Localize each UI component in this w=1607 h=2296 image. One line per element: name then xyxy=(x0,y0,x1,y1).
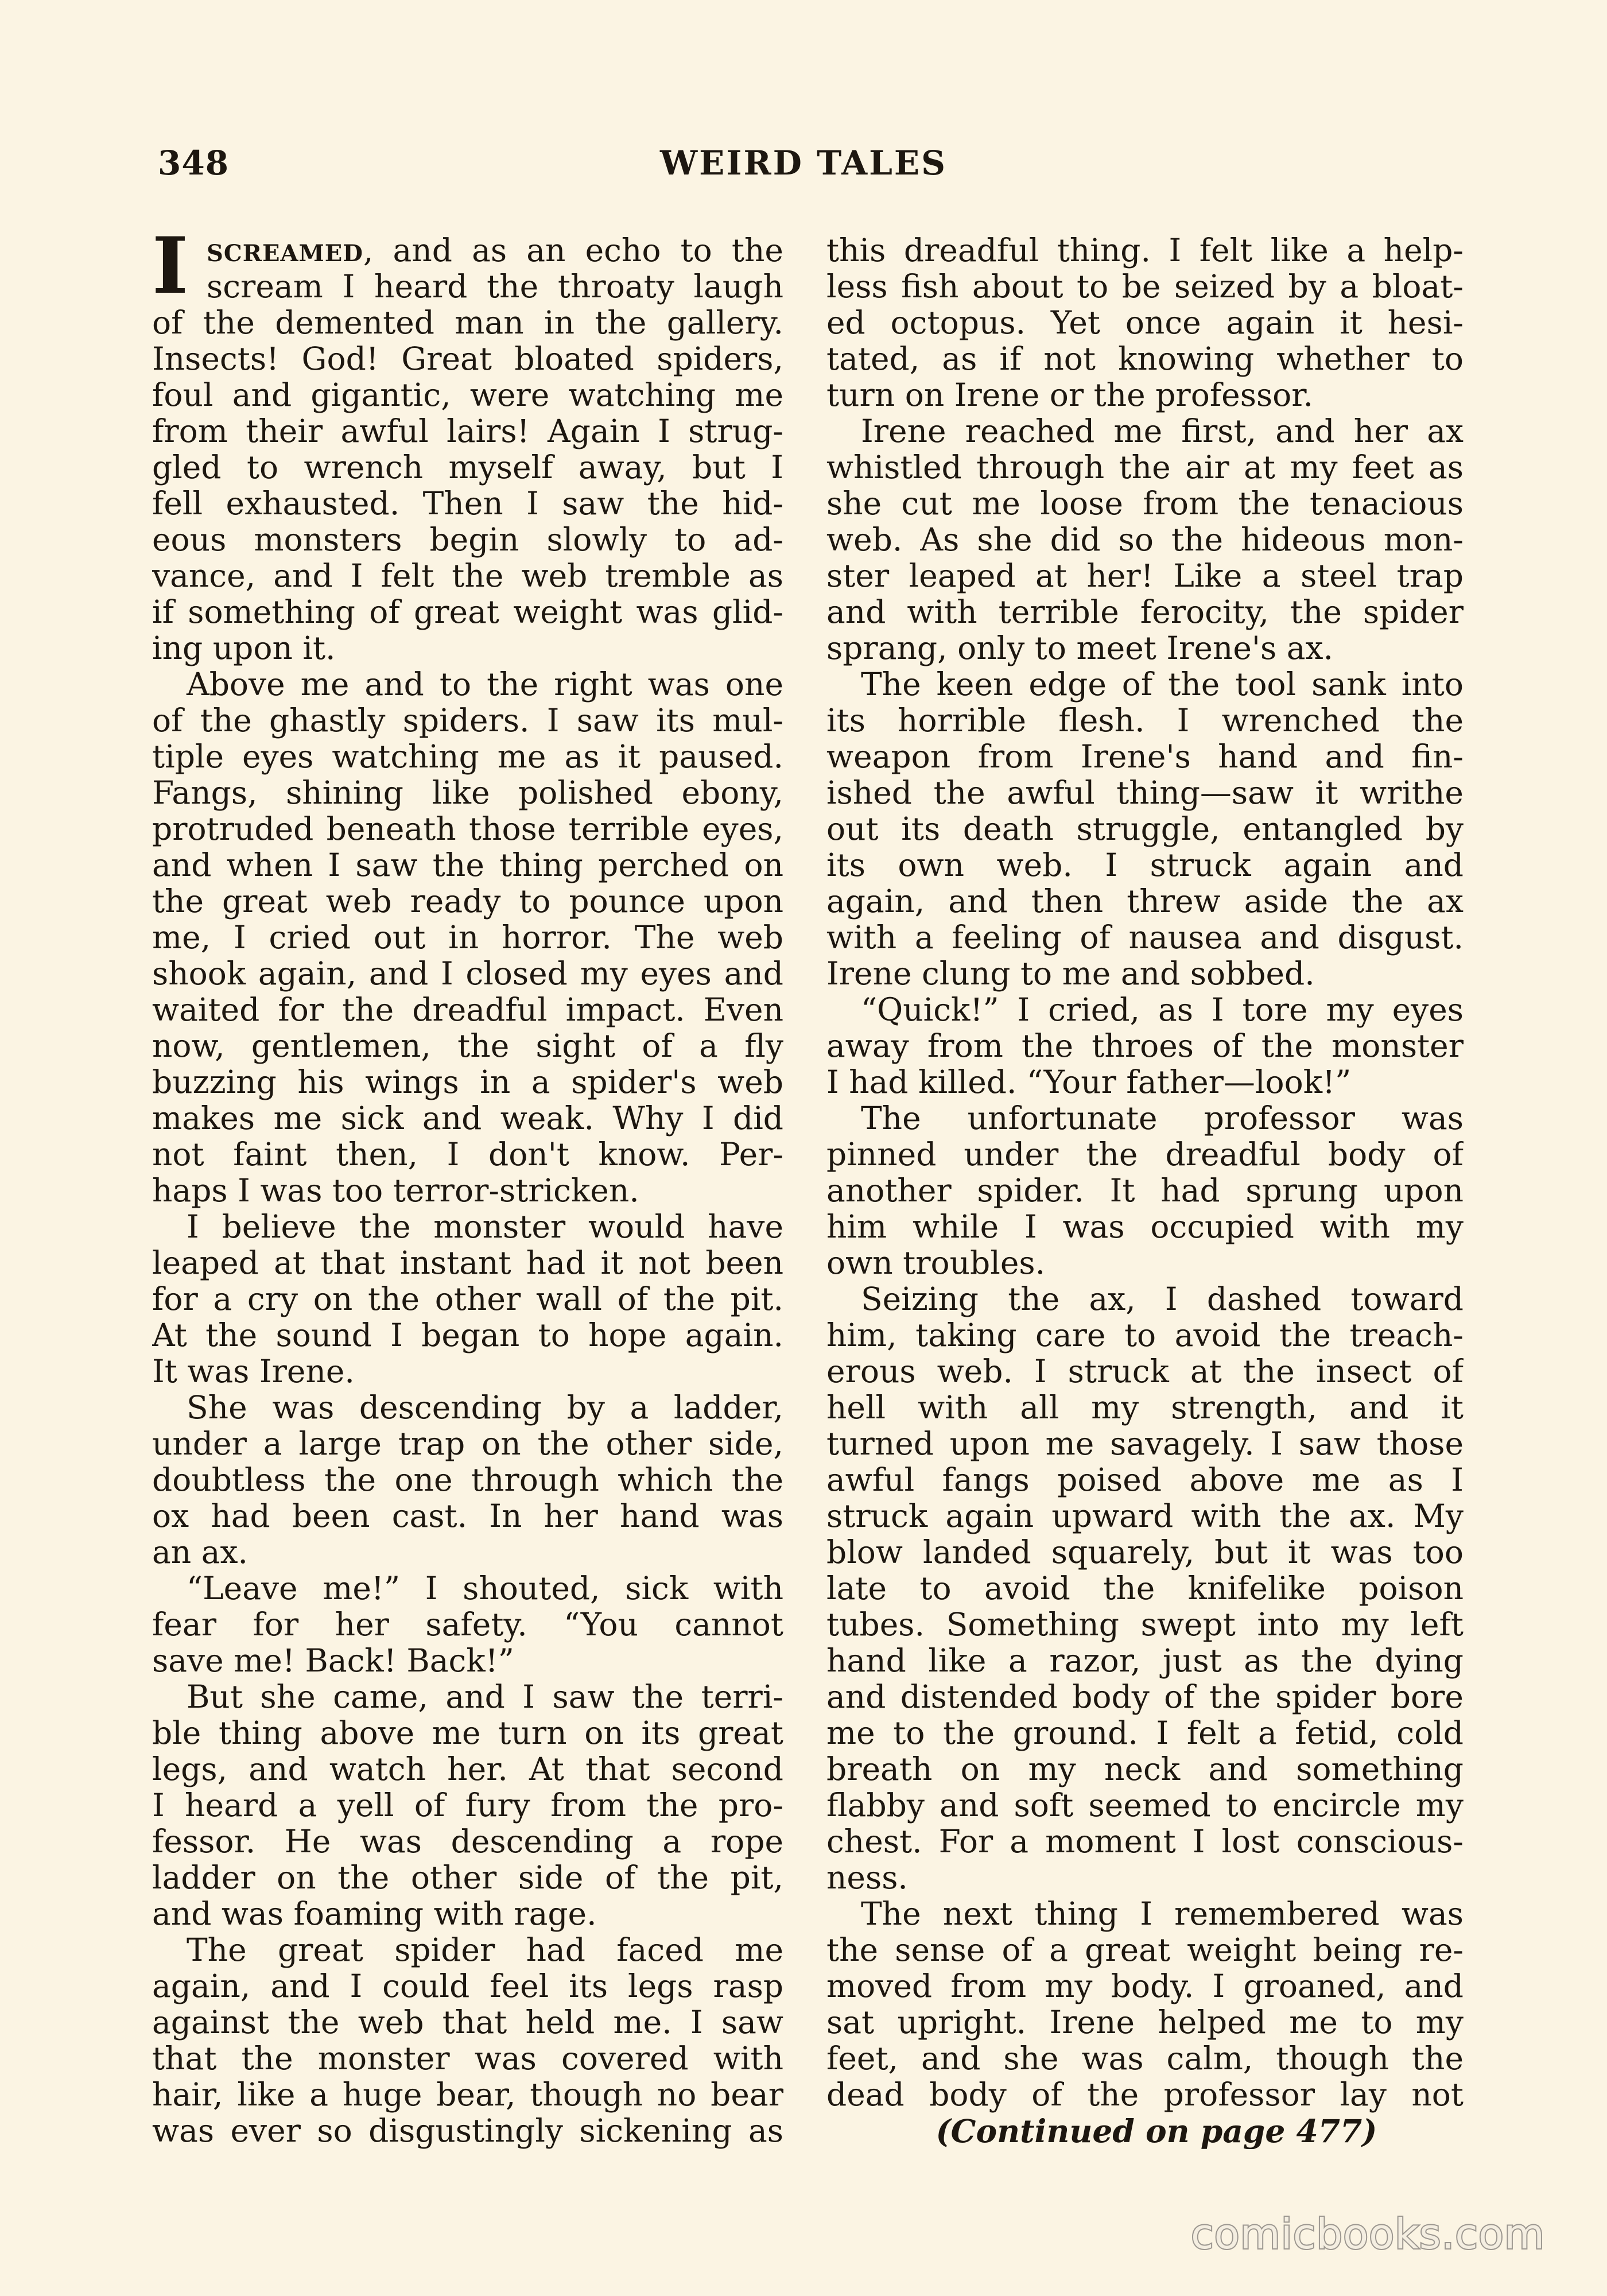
text-line: Insects! God! Great bloated spiders, xyxy=(152,341,783,377)
text-line: Seizing the ax, I dashed toward xyxy=(861,1281,1464,1317)
text-line: for a cry on the other wall of the pit. xyxy=(152,1281,783,1317)
text-line: buzzing his wings in a spider's web xyxy=(152,1064,783,1100)
text-line: gled to wrench myself away, but I xyxy=(152,449,783,486)
text-line: But she came, and I saw the terri- xyxy=(187,1679,783,1715)
text-line: I heard a yell of fury from the pro- xyxy=(152,1787,783,1824)
text-line: chest. For a moment I lost conscious- xyxy=(826,1824,1464,1860)
text-line: from their awful lairs! Again I strug- xyxy=(152,413,783,449)
text-line: the sense of a great weight being re- xyxy=(826,1932,1464,1968)
text-line: waited for the dreadful impact. Even xyxy=(152,992,783,1028)
text-line: save me! Back! Back!” xyxy=(152,1643,514,1679)
text-line: the great web ready to pounce upon xyxy=(152,883,783,920)
text-line: with a feeling of nausea and disgust. xyxy=(826,920,1464,956)
text-line: and when I saw the thing perched on xyxy=(152,847,783,883)
text-line: away from the throes of the monster xyxy=(826,1028,1464,1064)
text-line: late to avoid the knifelike poison xyxy=(826,1570,1464,1607)
text-line: foul and gigantic, were watching me xyxy=(152,377,783,413)
text-line: makes me sick and weak. Why I did xyxy=(152,1100,783,1137)
text-line: of the demented man in the gallery. xyxy=(152,305,783,341)
text-line: tubes. Something swept into my left xyxy=(826,1607,1464,1643)
text-line: an ax. xyxy=(152,1534,248,1570)
text-line: Irene reached me first, and her ax xyxy=(861,413,1464,449)
text-line: Fangs, shining like polished ebony, xyxy=(152,775,783,811)
text-line: struck again upward with the ax. My xyxy=(826,1498,1464,1534)
left-column-text xyxy=(152,220,783,2149)
text-line: The keen edge of the tool sank into xyxy=(861,666,1464,703)
text-line: tated, as if not knowing whether to xyxy=(826,341,1464,377)
text-line: (Continued on page 477) xyxy=(936,2113,1377,2149)
text-line: flabby and soft seemed to encircle my xyxy=(826,1787,1464,1824)
text-line: own troubles. xyxy=(826,1245,1046,1281)
right-column xyxy=(826,232,1464,2149)
text-line: again, and then threw aside the ax xyxy=(826,883,1464,920)
text-line: ness. xyxy=(826,1860,908,1896)
page-header xyxy=(0,144,1607,189)
text-line: me to the ground. I felt a fetid, cold xyxy=(826,1715,1464,1751)
text-line: him while I was occupied with my xyxy=(826,1209,1464,1245)
text-line: SCREAMED, and as an echo to the xyxy=(207,232,783,269)
left-column xyxy=(152,220,783,2149)
text-line: and was foaming with rage. xyxy=(152,1896,597,1932)
text-line: blow landed squarely, but it was too xyxy=(826,1534,1464,1570)
text-line: dead body of the professor lay not xyxy=(826,2077,1464,2113)
text-line: haps I was too terror-stricken. xyxy=(152,1173,639,1209)
text-line: It was Irene. xyxy=(152,1353,355,1390)
running-title: WEIRD TALES xyxy=(659,144,948,183)
text-line: ble thing above me turn on its great xyxy=(152,1715,783,1751)
text-line: me, I cried out in horror. The web xyxy=(152,920,783,956)
text-line: another spider. It had sprung upon xyxy=(826,1173,1464,1209)
text-line: was ever so disgustingly sickening as xyxy=(152,2113,783,2149)
text-line: pinned under the dreadful body of xyxy=(826,1137,1464,1173)
text-line: At the sound I began to hope again. xyxy=(152,1317,783,1353)
page-number: 348 xyxy=(158,144,230,183)
text-line: feet, and she was calm, though the xyxy=(826,2041,1464,2077)
text-line: ing upon it. xyxy=(152,630,336,666)
text-line: ox had been cast. In her hand was xyxy=(152,1498,783,1534)
text-line: its horrible flesh. I wrenched the xyxy=(826,703,1464,739)
text-line: fell exhausted. Then I saw the hid- xyxy=(152,486,783,522)
text-line: tiple eyes watching me as it paused. xyxy=(152,739,783,775)
text-line: Above me and to the right was one xyxy=(187,666,783,703)
text-line: now, gentlemen, the sight of a fly xyxy=(152,1028,783,1064)
text-line: eous monsters begin slowly to ad- xyxy=(152,522,783,558)
text-line: less fish about to be seized by a bloat- xyxy=(826,269,1464,305)
right-column-text xyxy=(826,232,1464,2149)
text-line: sprang, only to meet Irene's ax. xyxy=(826,630,1333,666)
text-line: that the monster was covered with xyxy=(152,2041,783,2077)
text-line: protruded beneath those terrible eyes, xyxy=(152,811,783,847)
text-line: and distended body of the spider bore xyxy=(826,1679,1464,1715)
text-line: under a large trap on the other side, xyxy=(152,1426,783,1462)
text-line: ster leaped at her! Like a steel trap xyxy=(826,558,1464,594)
text-line: hand like a razor, just as the dying xyxy=(826,1643,1464,1679)
text-line: sat upright. Irene helped me to my xyxy=(826,2004,1464,2041)
drop-cap: I xyxy=(152,220,189,311)
text-line: if something of great weight was glid- xyxy=(152,594,783,630)
text-line: fessor. He was descending a rope xyxy=(152,1824,783,1860)
text-line: this dreadful thing. I felt like a help- xyxy=(826,232,1464,269)
text-line: whistled through the air at my feet as xyxy=(826,449,1464,486)
text-line: hair, like a huge bear, though no bear xyxy=(152,2077,783,2113)
text-line: “Quick!” I cried, as I tore my eyes xyxy=(861,992,1464,1028)
text-line: I had killed. “Your father—look!” xyxy=(826,1064,1352,1100)
text-line: turn on Irene or the professor. xyxy=(826,377,1314,413)
text-line: vance, and I felt the web tremble as xyxy=(152,558,783,594)
text-line: Irene clung to me and sobbed. xyxy=(826,956,1315,992)
text-line: shook again, and I closed my eyes and xyxy=(152,956,783,992)
text-line: erous web. I struck at the insect of xyxy=(826,1353,1464,1390)
text-line: doubtless the one through which the xyxy=(152,1462,783,1498)
text-line: moved from my body. I groaned, and xyxy=(826,1968,1464,2004)
opening-word: SCREAMED xyxy=(207,240,363,267)
text-line: web. As she did so the hideous mon- xyxy=(826,522,1464,558)
text-line: She was descending by a ladder, xyxy=(187,1390,783,1426)
text-line: ladder on the other side of the pit, xyxy=(152,1860,783,1896)
text-line: of the ghastly spiders. I saw its mul- xyxy=(152,703,783,739)
text-line: leaped at that instant had it not been xyxy=(152,1245,783,1281)
text-line: turned upon me savagely. I saw those xyxy=(826,1426,1464,1462)
text-line: “Leave me!” I shouted, sick with xyxy=(187,1570,783,1607)
text-line: hell with all my strength, and it xyxy=(826,1390,1464,1426)
text-line: she cut me loose from the tenacious xyxy=(826,486,1464,522)
text-line: not faint then, I don't know. Per- xyxy=(152,1137,783,1173)
text-line: The unfortunate professor was xyxy=(861,1100,1464,1137)
text-line: against the web that held me. I saw xyxy=(152,2004,783,2041)
text-line: scream I heard the throaty laugh xyxy=(207,269,783,305)
text-line: breath on my neck and something xyxy=(826,1751,1464,1787)
text-line: I believe the monster would have xyxy=(187,1209,783,1245)
text-line: and with terrible ferocity, the spider xyxy=(826,594,1464,630)
text-line: ished the awful thing—saw it writhe xyxy=(826,775,1464,811)
text-line: awful fangs poised above me as I xyxy=(826,1462,1464,1498)
text-line: its own web. I struck again and xyxy=(826,847,1464,883)
text-line: him, taking care to avoid the treach- xyxy=(826,1317,1464,1353)
text-line: weapon from Irene's hand and fin- xyxy=(826,739,1464,775)
text-line: The next thing I remembered was xyxy=(861,1896,1464,1932)
watermark-logo: comicbooks.com xyxy=(1191,2210,1546,2258)
text-line: legs, and watch her. At that second xyxy=(152,1751,783,1787)
text-line: fear for her safety. “You cannot xyxy=(152,1607,783,1643)
text-line: The great spider had faced me xyxy=(187,1932,783,1968)
text-line: out its death struggle, entangled by xyxy=(826,811,1464,847)
text-line: ed octopus. Yet once again it hesi- xyxy=(826,305,1464,341)
text-line: again, and I could feel its legs rasp xyxy=(152,1968,783,2004)
